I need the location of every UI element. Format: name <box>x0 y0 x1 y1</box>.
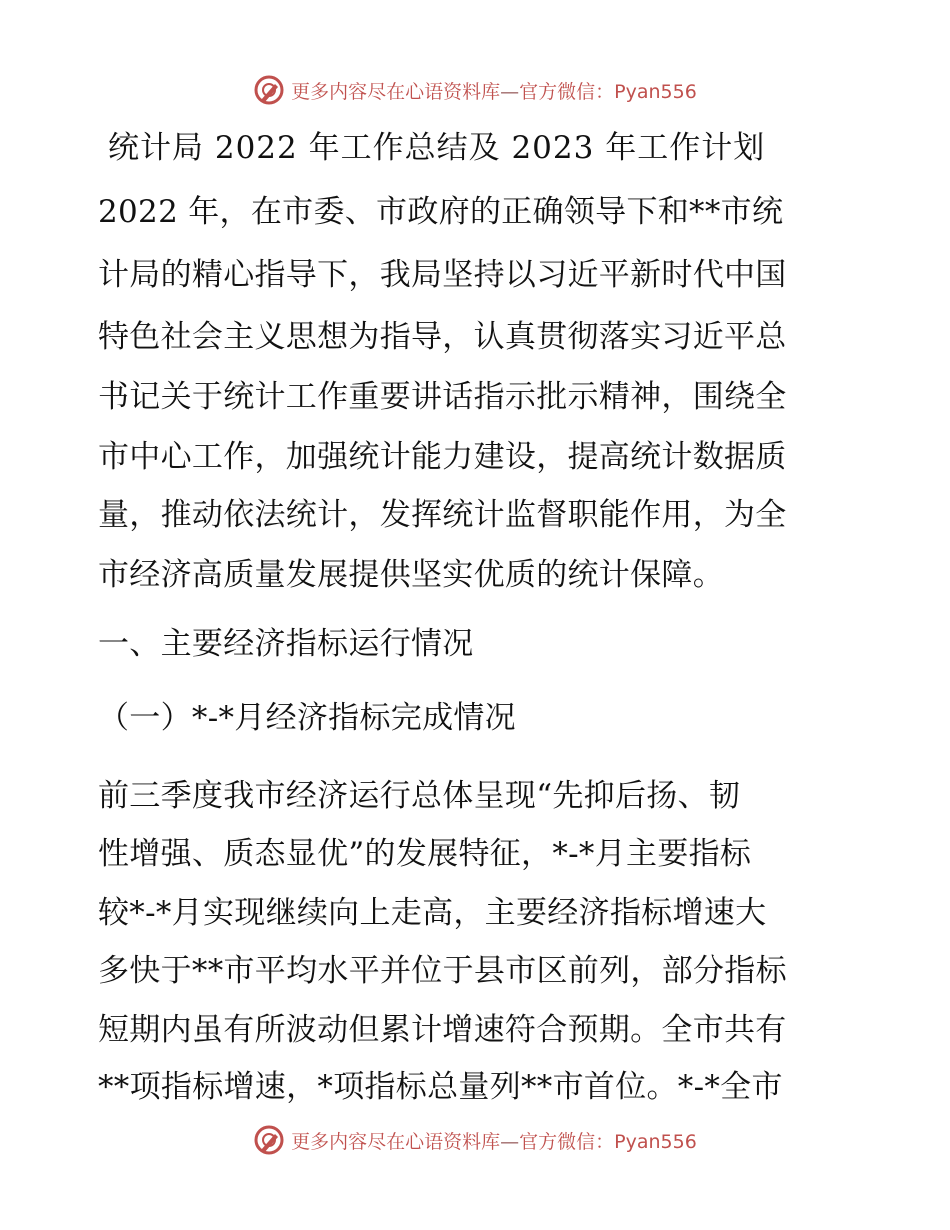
watermark-text <box>291 1127 697 1154</box>
body-line: 性增强、质态显优”的发展特征，*-*月主要指标 <box>98 836 752 872</box>
document-title: 统计局 2022 年工作总结及 2023 年工作计划 <box>108 130 766 166</box>
body-line: 较*-*月实现继续向上走高，主要经济指标增速大 <box>98 895 767 931</box>
body-line: 量，推动依法统计，发挥统计监督职能作用，为全 <box>98 497 787 533</box>
body-line: 特色社会主义思想为指导，认真贯彻落实习近平总 <box>98 319 787 355</box>
watermark-contact: 官方微信：Pyan556 <box>519 80 697 103</box>
watermark-logo-icon <box>253 74 285 106</box>
watermark-contact: 官方微信：Pyan556 <box>519 1130 697 1153</box>
section-heading: 一、主要经济指标运行情况 <box>98 626 474 662</box>
watermark-title: 更多内容尽在心语资料库 <box>291 80 501 103</box>
watermark-content <box>253 74 697 106</box>
body-line: 书记关于统计工作重要讲话指示批示精神，围绕全 <box>98 379 787 415</box>
subsection-heading: （一）*-*月经济指标完成情况 <box>98 700 516 736</box>
body-line: 计局的精心指导下，我局坚持以习近平新时代中国 <box>98 257 787 293</box>
body-line: 多快于**市平均水平并位于县市区前列，部分指标 <box>98 953 787 989</box>
body-line: 2022 年，在市委、市政府的正确领导下和**市统 <box>98 194 784 230</box>
watermark-separator: — <box>500 1130 520 1153</box>
body-line: 前三季度我市经济运行总体呈现“先抑后扬、韧 <box>98 778 741 814</box>
watermark-logo-icon <box>253 1124 285 1156</box>
watermark-content <box>253 1124 697 1156</box>
body-line: 市经济高质量发展提供坚实优质的统计保障。 <box>98 557 724 593</box>
watermark-separator: — <box>500 80 520 103</box>
watermark-banner-bottom <box>0 1120 950 1160</box>
body-line: **项指标增速，*项指标总量列**市首位。*-*全市 <box>98 1069 783 1105</box>
body-line: 短期内虽有所波动但累计增速符合预期。全市共有 <box>98 1012 787 1048</box>
watermark-banner-top <box>0 70 950 110</box>
watermark-text <box>291 77 697 104</box>
watermark-title: 更多内容尽在心语资料库 <box>291 1130 501 1153</box>
body-line: 市中心工作，加强统计能力建设，提高统计数据质 <box>98 439 787 475</box>
